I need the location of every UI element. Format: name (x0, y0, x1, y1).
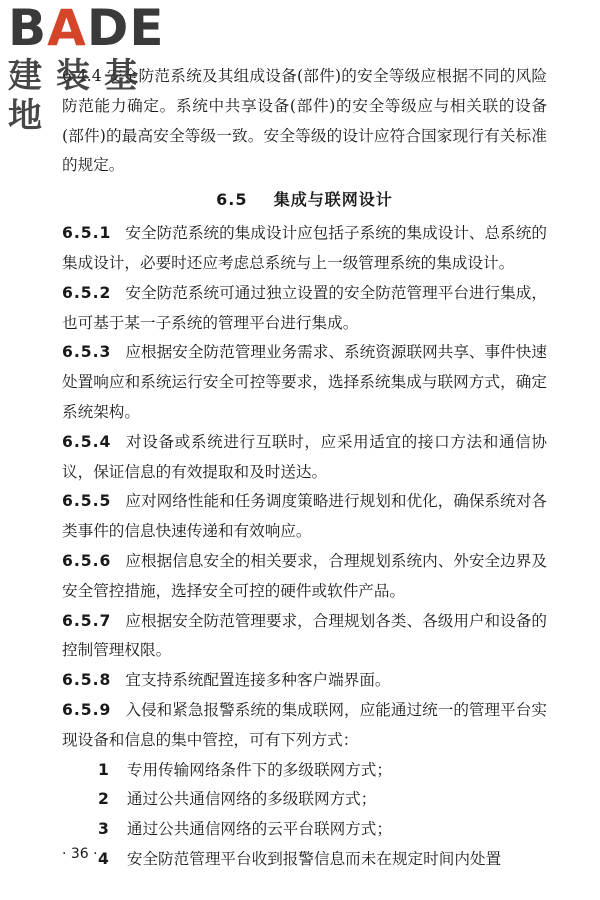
logo-subtitle: 建装基地 (8, 56, 152, 136)
watermark-logo (8, 0, 178, 136)
clause-text: 安全防范系统的集成设计应包括子系统的集成设计、总系统的集成设计，必要时还应考虑总系统与上一级管理系统的集成设计。 (62, 224, 547, 272)
page-number: · 36 · (62, 846, 98, 862)
clause (62, 279, 547, 339)
clause-number: 6.5.5 (62, 492, 112, 511)
list-item-number: 3 (98, 820, 109, 839)
section-title: 集成与联网设计 (273, 190, 393, 210)
logo-letters-de: DE (86, 0, 165, 57)
list-item-number: 4 (98, 849, 109, 868)
list-item (98, 785, 547, 815)
section-heading (62, 185, 547, 215)
clause-text: 入侵和紧急报警系统的集成联网，应能通过统一的管理平台实现设备和信息的集中管控，可有下列方式： (62, 700, 547, 749)
clause-number: 6.5.8 (62, 671, 112, 690)
clause-text: 应根据安全防范管理要求，合理规划各类、各级用户和设备的控制管理权限。 (62, 611, 547, 660)
clause-text: 应对网络性能和任务调度策略进行规划和优化，确保系统对各类事件的信息快速传递和有效响应。 (62, 492, 547, 541)
clause-number: 6.5.6 (62, 551, 112, 570)
clause-number: 6.5.4 (62, 432, 112, 451)
clause (62, 547, 547, 607)
clause-text: 应根据信息安全的相关要求，合理规划系统内、外安全边界及安全管控措施，选择安全可控的硬件或软件产品。 (62, 551, 547, 600)
clause-text: 宜支持系统配置连接多种客户端界面。 (125, 671, 391, 690)
clause (62, 219, 547, 279)
list-item (98, 845, 547, 875)
intro-paragraph: 6.4.4 安全防范系统及其组成设备(部件)的安全等级应根据不同的风险防范能力确定。系统中共享设备(部件)的安全等级应与相关联的设备(部件)的最高安全等级一致。安全等级的设计应符合国家现行有关标准的规定。 (62, 67, 547, 175)
list-item-text: 专用传输网络条件下的多级联网方式； (126, 760, 392, 779)
clause-number: 6.5.7 (62, 611, 112, 630)
clause (62, 607, 547, 667)
clause-text: 安全防范系统可通过独立设置的安全防范管理平台进行集成，也可基于某一子系统的管理平台进行集成。 (62, 283, 547, 332)
clause (62, 696, 547, 756)
list-item-text: 通过公共通信网络的多级联网方式； (126, 790, 377, 809)
list-item-text: 安全防范管理平台收到报警信息而未在规定时间内处置 (126, 849, 502, 868)
clause-text: 对设备或系统进行互联时，应采用适宜的接口方法和通信协议，保证信息的有效提取和及时送达。 (62, 432, 547, 481)
clause (62, 338, 547, 427)
logo-letter-b: B (8, 0, 48, 57)
clause-number: 6.5.1 (62, 224, 112, 243)
list-item (98, 756, 547, 786)
brand-logo (8, 0, 178, 57)
document-body (62, 62, 547, 875)
logo-letter-a: A (47, 0, 87, 57)
clause-number: 6.5.2 (62, 283, 112, 302)
clause-number: 6.5.3 (62, 343, 112, 362)
clause-number: 6.5.9 (62, 700, 112, 719)
list-item (98, 815, 547, 845)
clause-text: 应根据安全防范管理业务需求、系统资源联网共享、事件快速处置响应和系统运行安全可控等要求，选择系统集成与联网方式，确定系统架构。 (62, 343, 547, 421)
clause (62, 428, 547, 488)
section-number: 6.5 (216, 190, 248, 210)
clause (62, 487, 547, 547)
list-item-number: 1 (98, 760, 109, 779)
clause (62, 666, 547, 696)
list-item-number: 2 (98, 790, 109, 809)
list-item-text: 通过公共通信网络的云平台联网方式； (126, 820, 392, 839)
